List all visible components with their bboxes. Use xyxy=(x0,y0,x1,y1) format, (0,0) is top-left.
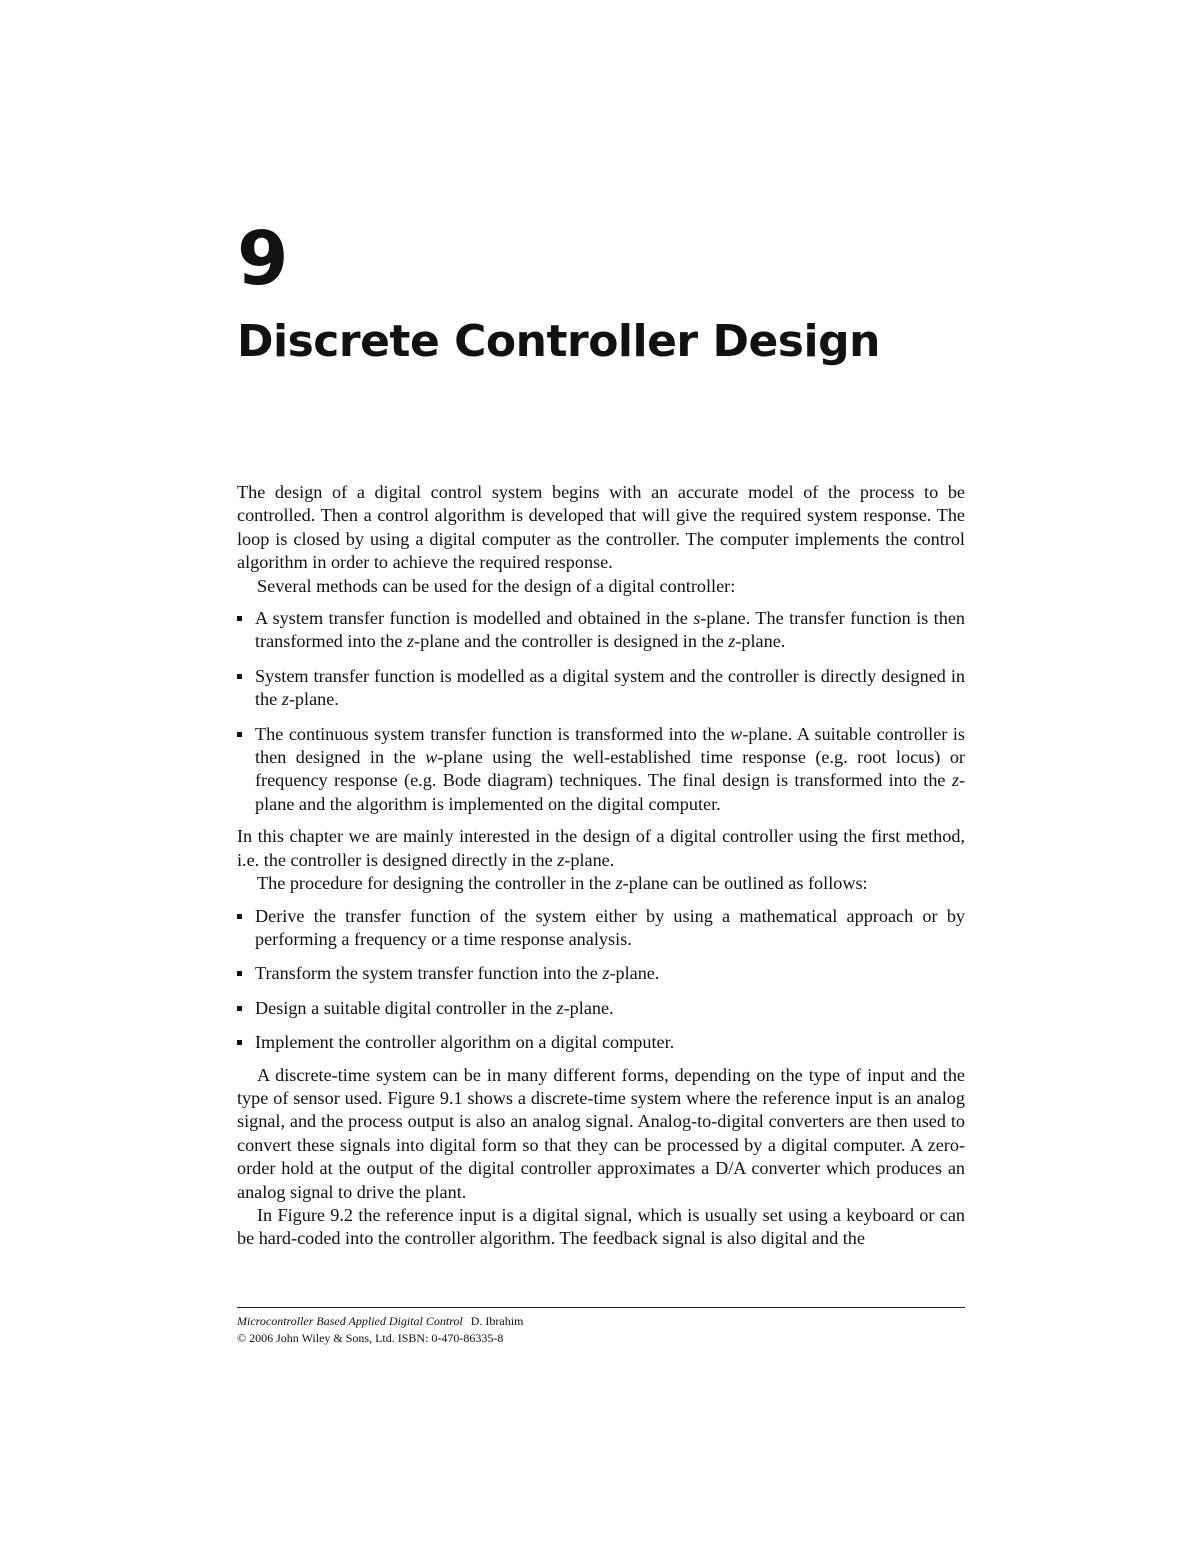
bullet-icon xyxy=(237,1040,242,1045)
bullet-icon xyxy=(237,674,242,679)
chapter-title: Discrete Controller Design xyxy=(237,316,880,367)
list-item: A system transfer function is modelled and obtained in the s-plane. The transfer function is then transformed into the z-plane and the controller is designed in the z-plane. xyxy=(237,607,965,654)
list-item: Implement the controller algorithm on a digital computer. xyxy=(237,1031,965,1054)
book-title: Microcontroller Based Applied Digital Control xyxy=(237,1314,463,1328)
chapter-focus-paragraph: In this chapter we are mainly interested in the design of a digital controller using the first method, i.e. the controller is designed directly in the z-plane. xyxy=(237,826,965,870)
copyright-line: © 2006 John Wiley & Sons, Ltd. ISBN: 0-470-86335-8 xyxy=(237,1331,504,1345)
bullet-icon xyxy=(237,971,242,976)
methods-lead-in: Several methods can be used for the design of a digital controller: xyxy=(257,575,736,596)
list-item: Design a suitable digital controller in the z-plane. xyxy=(237,997,965,1020)
intro-paragraph: The design of a digital control system begins with an accurate model of the process to be controlled. Then a control algorithm is developed that will give the required system response. The loop is closed by using a digital computer as the controller. The computer implements the control algorithm in order to achieve the required response. xyxy=(237,482,965,573)
bullet-icon xyxy=(237,732,242,737)
procedure-steps-list xyxy=(237,905,965,1055)
bullet-icon xyxy=(237,914,242,919)
book-page xyxy=(237,0,965,1553)
list-item: System transfer function is modelled as a digital system and the controller is directly designed in the z-plane. xyxy=(237,665,965,712)
design-methods-list xyxy=(237,607,965,816)
list-item: Transform the system transfer function into the z-plane. xyxy=(237,962,965,985)
procedure-lead-in: The procedure for designing the controller in the z-plane can be outlined as follows: xyxy=(257,873,868,894)
chapter-number: 9 xyxy=(237,216,288,302)
chapter-body xyxy=(237,481,965,1251)
discrete-system-paragraph: A discrete-time system can be in many different forms, depending on the type of input and the type of sensor used. Figure 9.1 shows a discrete-time system where the reference input is an analog signal, and the process output is also an analog signal. Analog-to-digital converters are then used to convert these signals into digital form so that they can be processed by a digital computer. A zero-order hold at the output of the digital controller approximates a D/A converter which produces an analog signal to drive the plant. xyxy=(237,1064,965,1202)
book-author: D. Ibrahim xyxy=(470,1314,524,1328)
bullet-icon xyxy=(237,616,242,621)
citation-line xyxy=(237,1313,965,1330)
page-footer xyxy=(237,1307,965,1347)
list-item: Derive the transfer function of the system either by using a mathematical approach or by performing a frequency or a time response analysis. xyxy=(237,905,965,952)
bullet-icon xyxy=(237,1006,242,1011)
figure-9-2-paragraph: In Figure 9.2 the reference input is a digital signal, which is usually set using a keyboard or can be hard-coded into the controller algorithm. The feedback signal is also digital and the xyxy=(237,1204,965,1249)
list-item: The continuous system transfer function is transformed into the w-plane. A suitable controller is then designed in the w-plane using the well-established time response (e.g. root locus) or frequency response (e.g. Bode diagram) techniques. The final design is transformed into the z-plane and the algorithm is implemented on the digital computer. xyxy=(237,723,965,817)
